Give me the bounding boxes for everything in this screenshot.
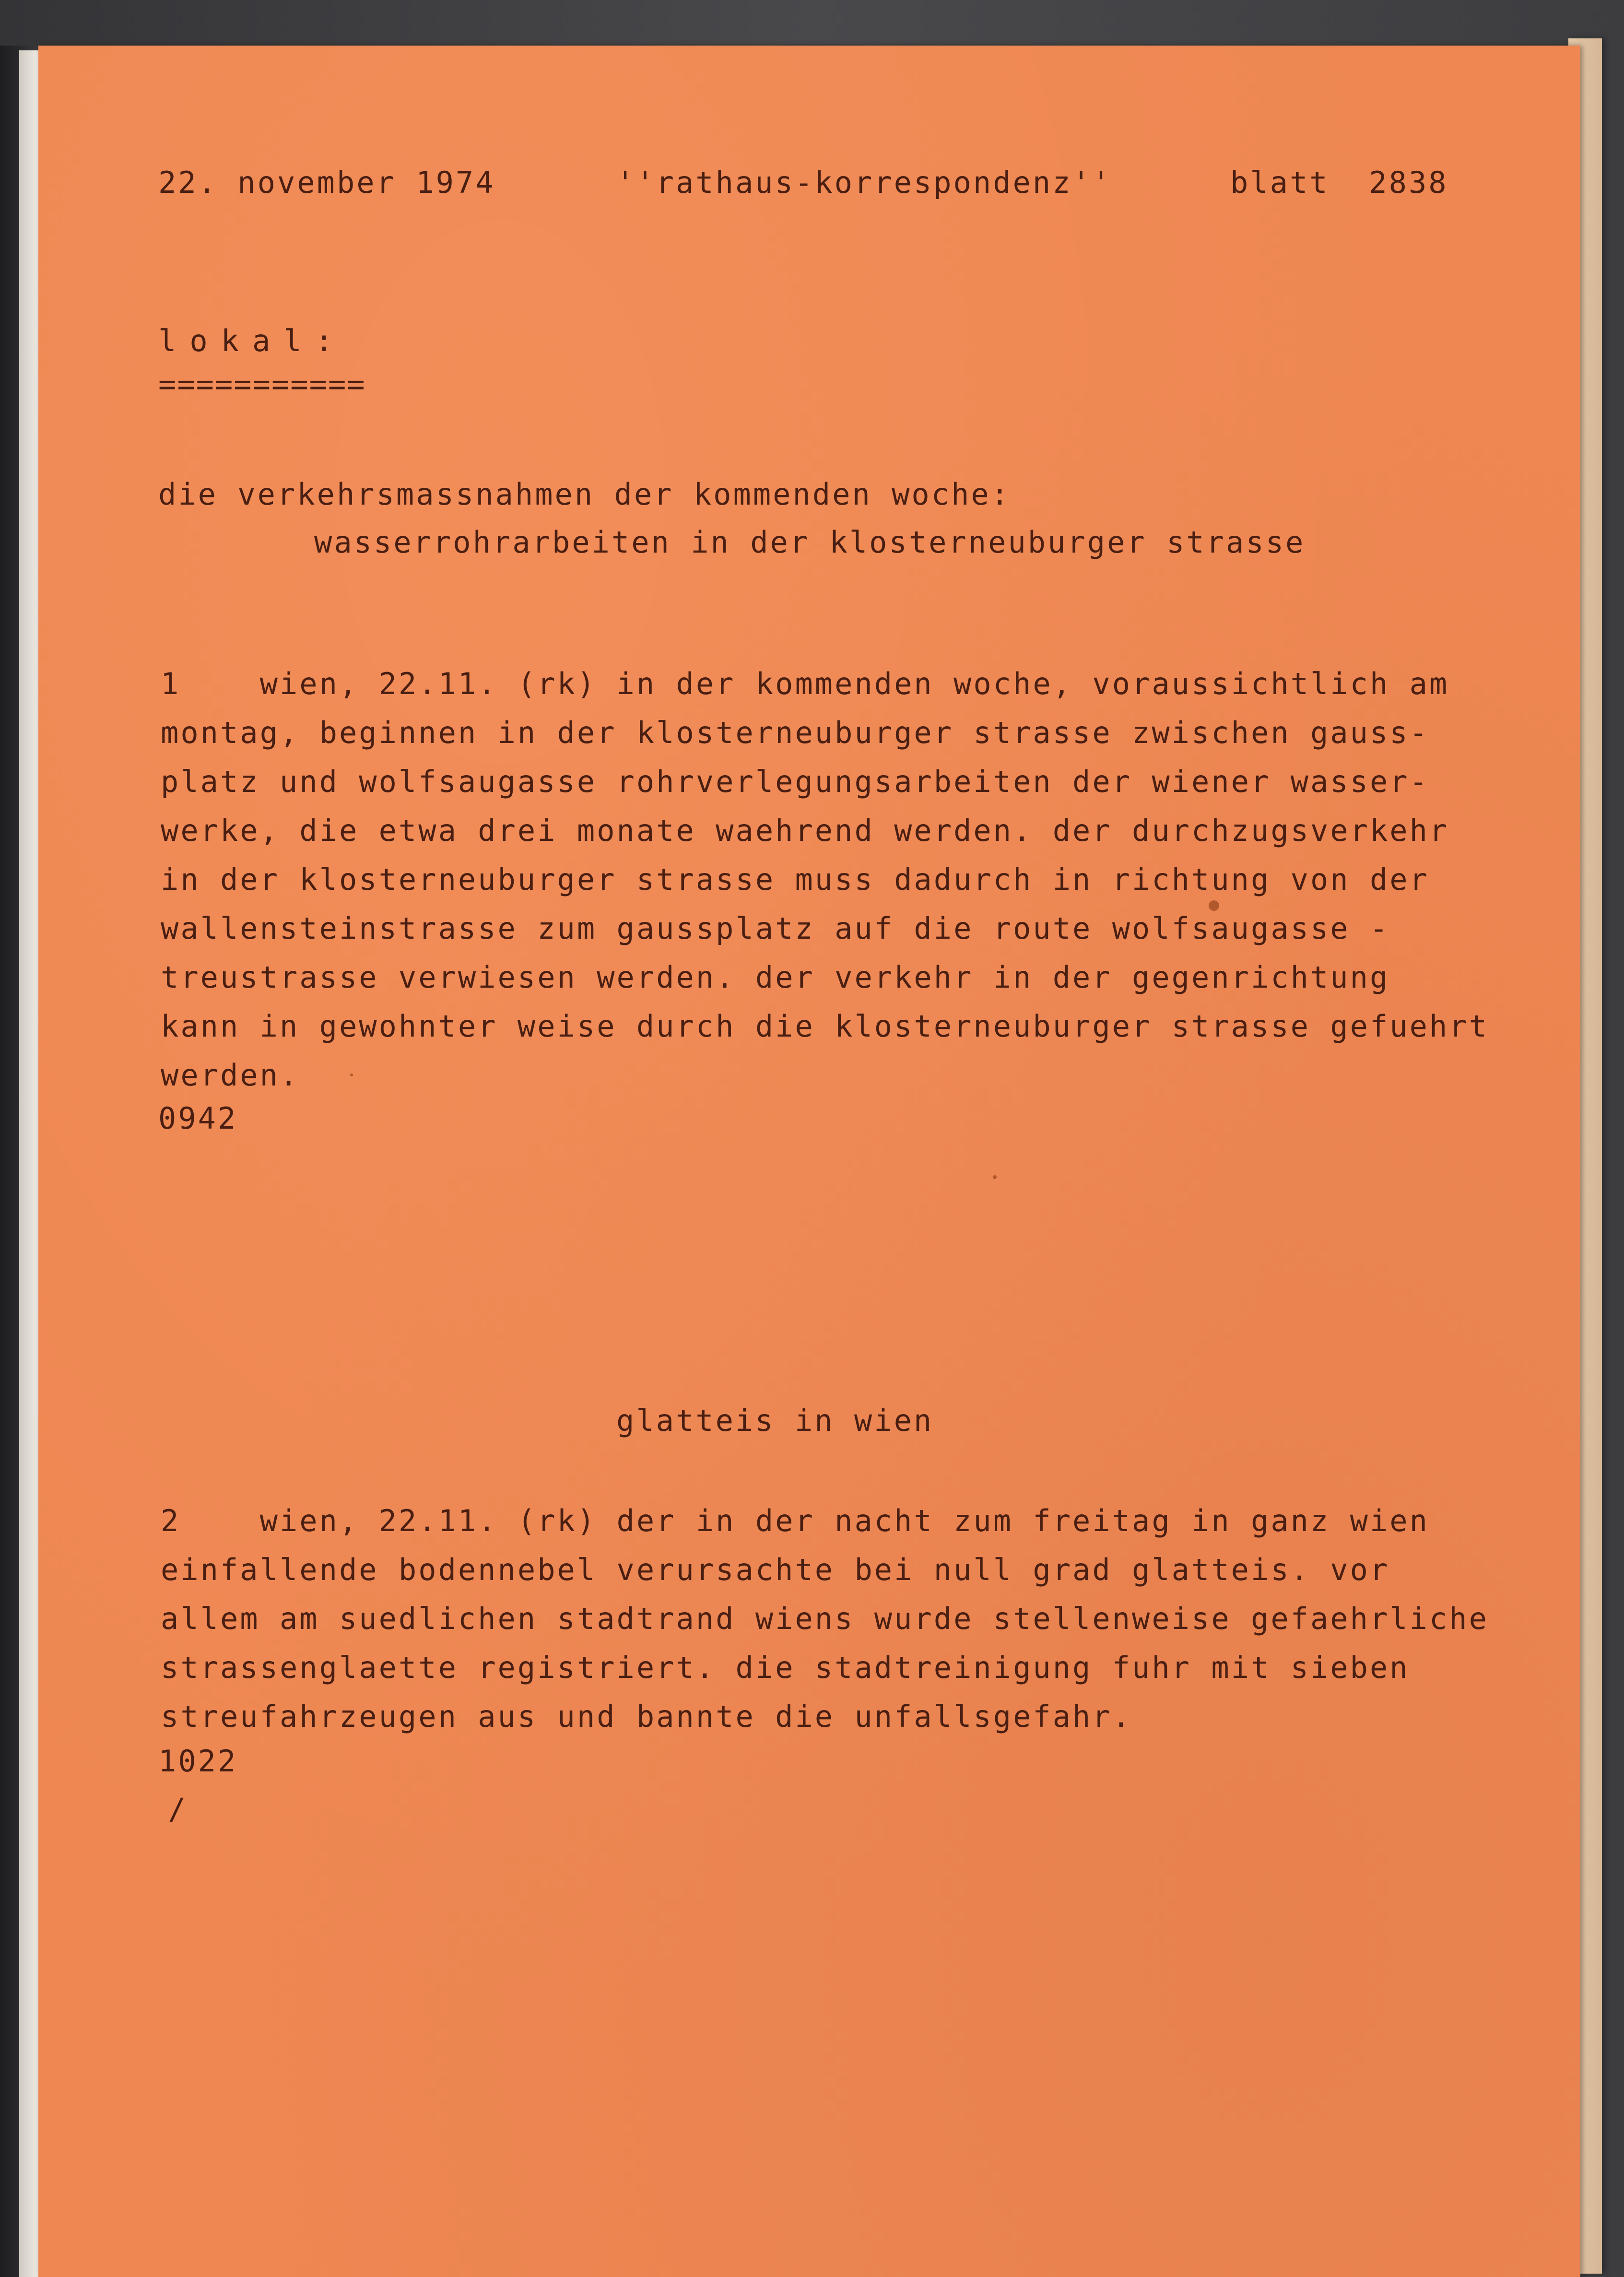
article1-body-line: in der klosterneuburger strasse muss dadurch in richtung von der <box>161 862 1429 897</box>
article1-body-line: wallensteinstrasse zum gaussplatz auf die route wolfsaugasse - <box>161 911 1390 946</box>
end-mark: / <box>168 1792 186 1827</box>
paper-speck <box>1209 900 1219 911</box>
article2-body <box>161 1497 1489 1741</box>
article1-body-line: montag, beginnen in der klosterneuburger strasse zwischen gauss- <box>161 715 1429 750</box>
article1-body-line: kann in gewohnter weise durch die klosterneuburger strasse gefuehrt <box>161 1009 1489 1044</box>
article1-headline: die verkehrsmassnahmen der kommenden woche: <box>158 477 1011 512</box>
article1-body-line: werden. <box>161 1058 300 1093</box>
article2-body-line: 2 wien, 22.11. (rk) der in der nacht zum freitag in ganz wien <box>161 1503 1429 1538</box>
document-page <box>38 46 1580 2277</box>
article1-body-line: platz und wolfsaugasse rohrverlegungsarbeiten der wiener wasser- <box>161 764 1429 799</box>
article1-time-code: 0942 <box>158 1101 238 1136</box>
article2-body-line: einfallende bodennebel verursachte bei null grad glatteis. vor <box>161 1552 1390 1587</box>
paper-speck <box>993 1175 997 1179</box>
section-heading: lokal: <box>158 323 346 358</box>
paper-speck <box>350 1074 353 1076</box>
header-date: 22. november 1974 <box>158 165 495 200</box>
article2-body-line: allem am suedlichen stadtrand wiens wurde stellenweise gefaehrliche <box>161 1601 1489 1636</box>
header-page-number: blatt 2838 <box>1230 165 1448 200</box>
article1-body <box>161 660 1489 1100</box>
article2-title: glatteis in wien <box>616 1403 934 1438</box>
article2-body-line: streufahrzeugen aus und bannte die unfallsgefahr. <box>161 1699 1132 1734</box>
header-publication: ''rathaus-korrespondenz'' <box>616 165 1112 200</box>
article1-body-line: 1 wien, 22.11. (rk) in der kommenden woche, voraussichtlich am <box>161 666 1449 701</box>
article1-body-line: werke, die etwa drei monate waehrend werden. der durchzugsverkehr <box>161 813 1449 848</box>
article1-subheadline: wasserrohrarbeiten in der klosterneuburger strasse <box>314 525 1306 560</box>
article2-time-code: 1022 <box>158 1744 238 1779</box>
section-underline: =========== <box>158 366 366 401</box>
article2-body-line: strassenglaette registriert. die stadtreinigung fuhr mit sieben <box>161 1650 1410 1685</box>
article1-body-line: treustrasse verwiesen werden. der verkehr in der gegenrichtung <box>161 960 1390 995</box>
